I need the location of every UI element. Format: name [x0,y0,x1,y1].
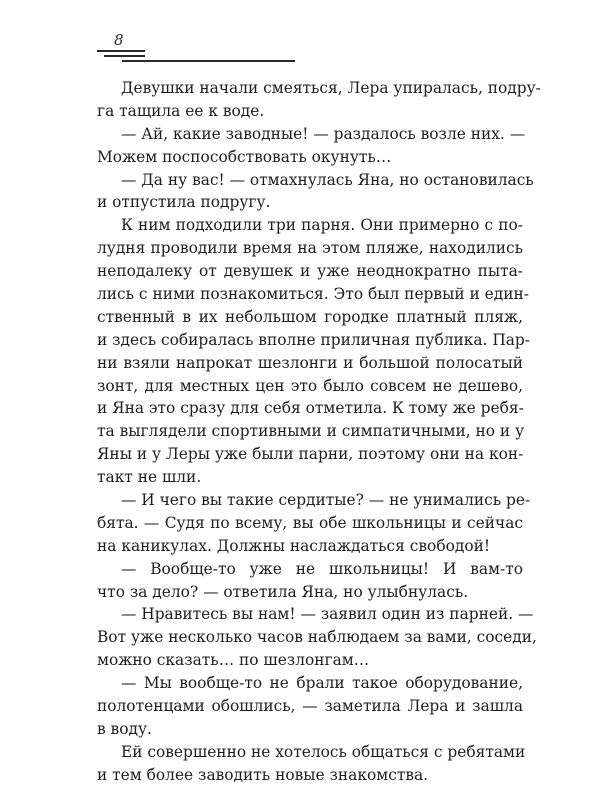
text-line: и отпустила подругу. [97,193,271,212]
text-line: га тащила ее к воде. [97,101,265,120]
text-line: Можем поспособствовать окунуть… [97,147,392,166]
text-line: и тем более заводить новые знакомства. [97,765,429,784]
text-line: на каникулах. Должны наслаждаться свободой! [97,536,491,555]
header-rule [122,60,295,62]
text-line: зонт, для местных цен это было совсем не дешево, [97,376,523,395]
text-line: та выглядели спортивными и симпатичными, но и у [97,422,525,441]
text-line: Яны и у Леры уже были парни, поэтому они на кон- [97,445,524,464]
text-line: полотенцами обошлись, — заметила Лера и зашла [97,697,523,716]
text-line: — Ай, какие заводные! — раздалось возле них. — [121,124,526,143]
text-line: ственный в их небольшом городке платный пляж, [97,307,523,326]
text-line: К ним подходили три парня. Они примерно с по- [121,216,523,235]
text-line: в воду. [97,719,152,738]
text-line: и здесь собиралась вполне приличная публика. Пар- [97,330,530,349]
text-line: лудня проводили время на этом пляже, находились [97,239,523,258]
text-line: неподалеку от девушек и уже неоднократно пыта- [97,262,523,281]
text-line: — Нравитесь вы нам! — заявил один из парней. — [121,605,534,624]
text-line: лись с ними познакомиться. Это был первый и един- [97,285,529,304]
text-line: ни взяли напрокат шезлонги и большой полосатый [97,353,523,372]
text-line: бята. — Судя по всему, вы обе школьницы и сейчас [97,513,523,532]
header-rule [97,50,145,52]
text-line: можно сказать… по шезлонгам… [97,651,370,670]
text-line: что за дело? — ответила Яна, но улыбнулась. [97,582,469,601]
text-line: — И чего вы такие сердитые? — не унимались ре- [121,491,531,510]
text-line: Девушки начали смеяться, Лера упиралась, подру- [121,79,541,97]
body-text [97,77,541,787]
text-line: Ей совершенно не хотелось общаться с ребятами [121,742,526,761]
text-line: — Да ну вас! — отмахнулась Яна, но остановилась [121,170,534,189]
text-line: — Вообще-то уже не школьницы! И вам-то [121,559,523,578]
text-line: и Яна это сразу для себя отметила. К тому же ребя- [97,399,524,418]
text-line: Вот уже несколько часов наблюдаем за вами, соседи, [97,628,537,647]
header-rule [104,55,145,57]
text-line: — Мы вообще-то не брали такое оборудование, [121,674,523,693]
page-number: 8 [114,31,124,49]
text-line: такт не шли. [97,468,202,487]
